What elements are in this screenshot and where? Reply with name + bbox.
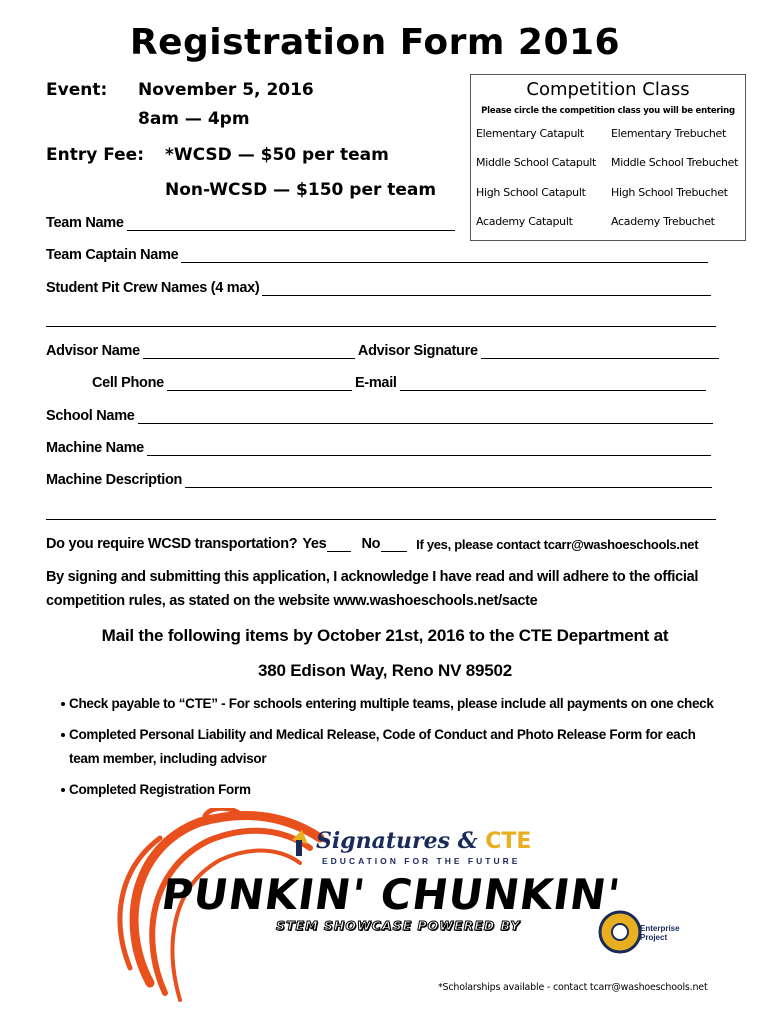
contact-row [92,375,706,391]
mail-address: 380 Edison Way, Reno NV 89502 [257,661,513,680]
agreement-line-1: By signing and submitting this application, I acknowledge I have read and will adhere to the official [46,569,699,585]
page-title: Registration Form 2016 [129,22,621,63]
transport-yes-label: Yes [302,536,327,552]
transport-row [46,536,698,552]
bullet-icon [61,733,65,737]
punkin-chunkin-text: PUNKIN' CHUNKIN' [158,870,624,919]
list-item: Completed Personal Liability and Medical Release, Code of Conduct and Photo Release Form for each [69,727,696,742]
team-name-field [46,215,455,231]
cell-phone-label: Cell Phone [92,375,164,391]
cell-phone-line[interactable] [167,377,352,391]
pit-crew-line[interactable] [262,282,711,296]
bullet-icon [61,702,65,706]
wcsd-fee: *WCSD — $50 per team [165,145,389,165]
transport-no-label: No [361,536,381,552]
school-name-line[interactable] [138,410,713,424]
competition-class-box [470,74,746,241]
machine-description-label: Machine Description [46,472,183,488]
school-name-field [46,408,713,424]
class-option[interactable]: Elementary Trebuchet [611,127,727,140]
punkin-chunkin-logo [110,808,710,1008]
class-option[interactable]: Middle School Trebuchet [611,156,739,169]
team-captain-field [46,247,708,263]
tagline-text: EDUCATION FOR THE FUTURE [322,856,521,866]
transport-note: If yes, please contact tcarr@washoeschools.net [416,537,699,552]
team-name-line[interactable] [127,217,455,231]
advisor-row [46,343,719,359]
machine-description-field [46,472,712,488]
agreement-line-2: competition rules, as stated on the website www.washoeschools.net/sacte [46,593,538,609]
competition-class-title: Competition Class [526,79,690,100]
event-label: Event: [46,80,108,100]
list-item-continuation: team member, including advisor [69,751,267,766]
transport-question: Do you require WCSD transportation? [46,536,298,552]
event-time: 8am — 4pm [138,109,250,129]
list-item: Completed Registration Form [69,782,251,797]
machine-name-line[interactable] [147,442,711,456]
advisor-name-label: Advisor Name [46,343,140,359]
signatures-text: Signatures [316,828,451,854]
scholarships-note: *Scholarships available - contact tcarr@washoeschools.net [438,982,708,993]
team-captain-line[interactable] [181,249,708,263]
class-option[interactable]: High School Catapult [476,186,586,199]
competition-class-instructions: Please circle the competition class you will be entering [481,106,735,116]
bullet-icon [61,788,65,792]
stem-showcase-text: STEM SHOWCASE POWERED BY [276,918,521,933]
class-option[interactable]: High School Trebuchet [611,186,728,199]
class-option[interactable]: Middle School Catapult [476,156,597,169]
class-option[interactable]: Academy Catapult [476,215,573,228]
event-date: November 5, 2016 [138,80,314,100]
machine-name-field [46,440,711,456]
email-line[interactable] [400,377,706,391]
team-name-label: Team Name [46,215,124,231]
machine-name-label: Machine Name [46,440,144,456]
advisor-name-line[interactable] [143,345,355,359]
pit-crew-label: Student Pit Crew Names (4 max) [46,280,260,296]
entry-fee-label: Entry Fee: [46,145,145,165]
advisor-signature-line[interactable] [481,345,719,359]
transport-no-line[interactable] [381,538,407,552]
class-option[interactable]: Elementary Catapult [476,127,584,140]
enterprise-project-text: Enterprise Project [640,924,680,942]
list-item: Check payable to “CTE” - For schools entering multiple teams, please include all payments on one check [69,696,714,711]
advisor-signature-label: Advisor Signature [357,343,478,359]
cte-text: CTE [485,829,532,854]
machine-description-line-2[interactable] [46,518,716,520]
school-name-label: School Name [46,408,135,424]
pit-crew-line-2[interactable] [46,325,716,327]
amp-text: & [457,828,478,854]
email-label: E-mail [354,375,397,391]
non-wcsd-fee: Non-WCSD — $150 per team [165,180,437,200]
team-captain-label: Team Captain Name [46,247,179,263]
class-option[interactable]: Academy Trebuchet [611,215,715,228]
pit-crew-field [46,280,711,296]
machine-description-line[interactable] [185,474,712,488]
mail-instructions: Mail the following items by October 21st, 2016 to the CTE Department at [101,626,669,645]
transport-yes-line[interactable] [327,538,351,552]
